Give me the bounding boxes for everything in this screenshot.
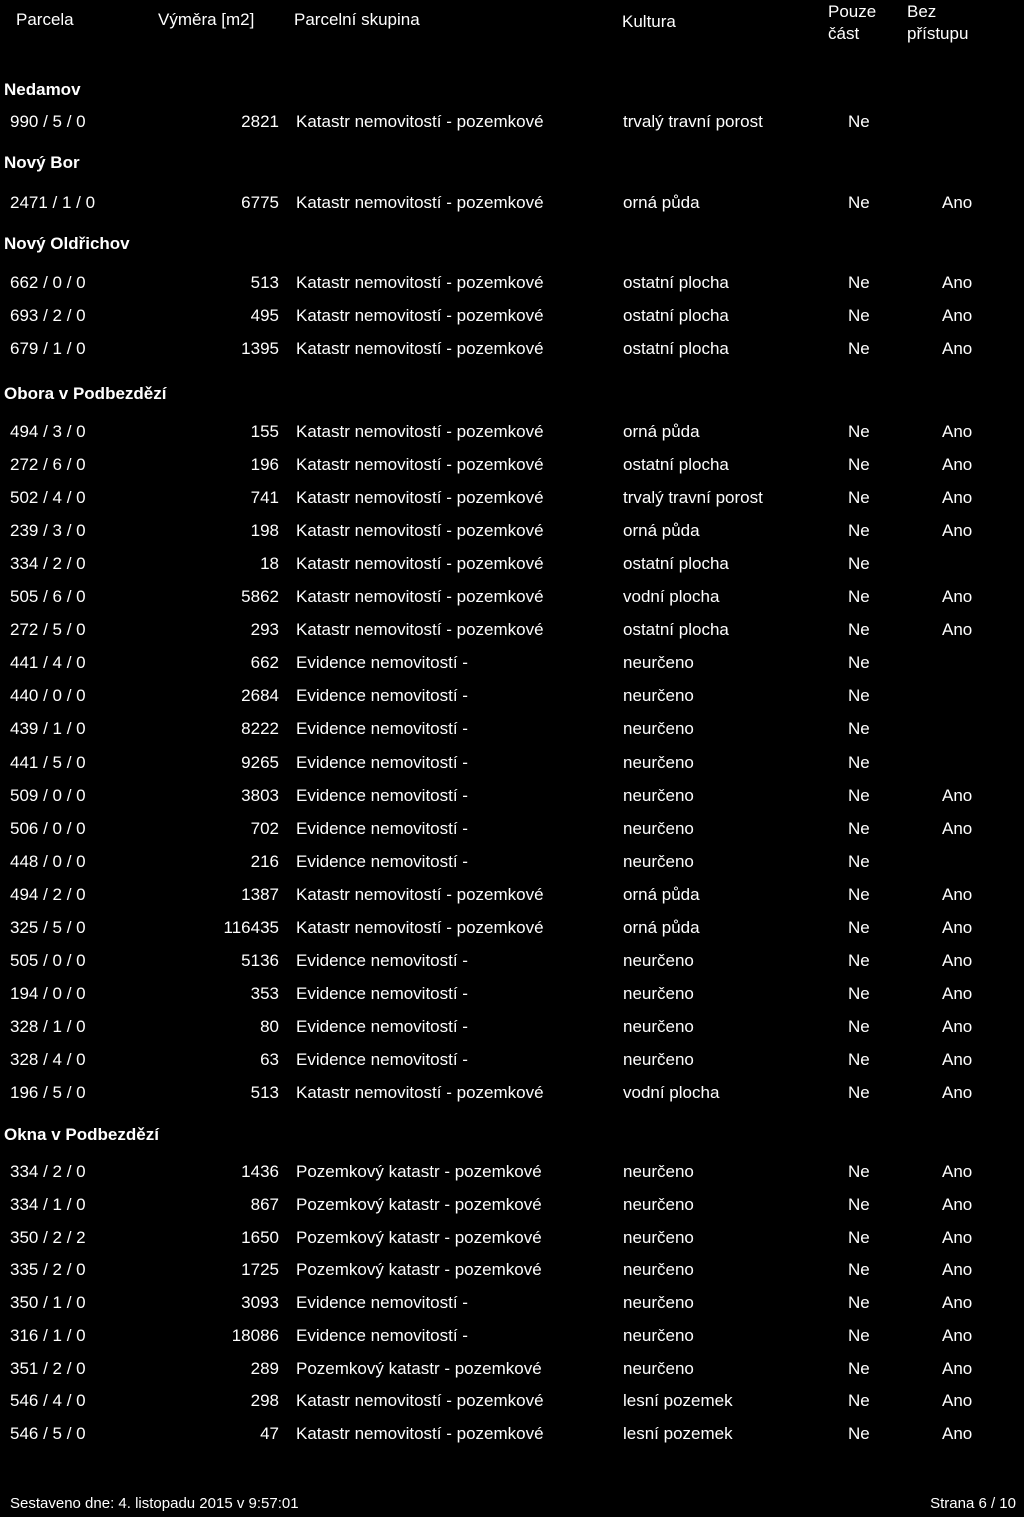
cell-kultura: orná půda — [623, 521, 700, 541]
cell-vymera: 5862 — [241, 587, 279, 607]
table-row — [0, 885, 1024, 915]
table-row — [0, 112, 1024, 142]
table-row — [0, 1359, 1024, 1389]
cell-kultura: neurčeno — [623, 1049, 694, 1069]
cell-bez-pristupu: Ano — [942, 1424, 973, 1443]
cell-skupina: Evidence nemovitostí - — [296, 1293, 468, 1312]
cell-bez-pristupu: Ano — [942, 306, 973, 326]
cell-pouze-cast: Ne — [848, 620, 870, 640]
table-row — [0, 620, 1024, 650]
cell-parcela: 662 / 0 / 0 — [10, 273, 86, 292]
cell-parcela: 509 / 0 / 0 — [10, 785, 86, 805]
cell-vymera: 513 — [250, 273, 279, 292]
cell-vymera: 702 — [250, 818, 279, 838]
cell-pouze-cast: Ne — [848, 587, 870, 607]
cell-vymera: 198 — [250, 521, 279, 541]
cell-vymera: 1395 — [241, 339, 279, 359]
cell-pouze-cast: Ne — [848, 339, 870, 359]
cell-bez-pristupu: Ano — [942, 1325, 973, 1345]
cell-skupina: Katastr nemovitostí - pozemkové — [296, 521, 544, 541]
cell-vymera: 1436 — [241, 1162, 279, 1181]
cell-pouze-cast: Ne — [848, 1049, 870, 1069]
cell-parcela: 505 / 6 / 0 — [10, 587, 86, 607]
cell-pouze-cast: Ne — [848, 1227, 870, 1247]
cell-pouze-cast: Ne — [848, 1358, 870, 1378]
cell-kultura: ostatní plocha — [623, 339, 729, 359]
cell-parcela: 546 / 5 / 0 — [10, 1424, 86, 1443]
cell-kultura: neurčeno — [623, 785, 694, 805]
cell-skupina: Evidence nemovitostí - — [296, 719, 468, 739]
cell-pouze-cast: Ne — [848, 1325, 870, 1345]
cell-vymera: 3803 — [241, 785, 279, 805]
cell-pouze-cast: Ne — [848, 719, 870, 739]
cell-pouze-cast: Ne — [848, 554, 870, 574]
cell-kultura: neurčeno — [623, 1293, 694, 1312]
cell-parcela: 990 / 5 / 0 — [10, 112, 86, 131]
cell-bez-pristupu: Ano — [942, 983, 973, 1003]
cell-vymera: 18086 — [231, 1325, 279, 1345]
cell-skupina: Katastr nemovitostí - pozemkové — [296, 273, 544, 292]
cell-pouze-cast: Ne — [848, 653, 870, 673]
cell-skupina: Katastr nemovitostí - pozemkové — [296, 884, 544, 904]
cell-bez-pristupu: Ano — [942, 521, 973, 541]
cell-vymera: 47 — [260, 1424, 279, 1443]
table-row — [0, 554, 1024, 584]
cell-kultura: orná půda — [623, 884, 700, 904]
cell-bez-pristupu: Ano — [942, 1227, 973, 1247]
cell-pouze-cast: Ne — [848, 273, 870, 292]
cell-parcela: 679 / 1 / 0 — [10, 339, 86, 359]
cell-pouze-cast: Ne — [848, 1260, 870, 1280]
table-row — [0, 587, 1024, 617]
column-header-kultura: Kultura — [622, 12, 676, 31]
cell-vymera: 289 — [250, 1358, 279, 1378]
cell-kultura: orná půda — [623, 193, 700, 212]
table-row — [0, 1326, 1024, 1356]
column-header-vymera: Výměra [m2] — [158, 10, 255, 29]
cell-bez-pristupu: Ano — [942, 1194, 973, 1214]
cell-kultura: neurčeno — [623, 653, 694, 673]
cell-bez-pristupu: Ano — [942, 1049, 973, 1069]
table-row — [0, 339, 1024, 369]
cell-skupina: Katastr nemovitostí - pozemkové — [296, 422, 544, 441]
cell-kultura: vodní plocha — [623, 1083, 720, 1102]
cell-kultura: ostatní plocha — [623, 620, 729, 640]
table-row — [0, 1260, 1024, 1290]
table-row — [0, 521, 1024, 551]
table-row — [0, 1424, 1024, 1454]
table-row — [0, 1228, 1024, 1258]
cell-parcela: 439 / 1 / 0 — [10, 719, 86, 739]
cell-skupina: Katastr nemovitostí - pozemkové — [296, 488, 544, 508]
cell-vymera: 6775 — [241, 193, 279, 212]
cell-vymera: 353 — [250, 983, 279, 1003]
cell-skupina: Evidence nemovitostí - — [296, 752, 468, 772]
group-heading: Obora v Podbezdězí — [4, 384, 167, 403]
cell-skupina: Katastr nemovitostí - pozemkové — [296, 554, 544, 574]
table-row — [0, 1293, 1024, 1323]
cell-kultura: neurčeno — [623, 818, 694, 838]
cell-skupina: Katastr nemovitostí - pozemkové — [296, 339, 544, 359]
table-row — [0, 1050, 1024, 1080]
cell-bez-pristupu: Ano — [942, 1293, 973, 1312]
cell-pouze-cast: Ne — [848, 917, 870, 937]
cell-vymera: 867 — [250, 1194, 279, 1214]
cell-kultura: neurčeno — [623, 1227, 694, 1247]
cell-parcela: 351 / 2 / 0 — [10, 1358, 86, 1378]
table-row — [0, 918, 1024, 948]
cell-bez-pristupu: Ano — [942, 785, 973, 805]
cell-pouze-cast: Ne — [848, 884, 870, 904]
cell-bez-pristupu: Ano — [942, 1016, 973, 1036]
cell-skupina: Pozemkový katastr - pozemkové — [296, 1194, 542, 1214]
cell-kultura: ostatní plocha — [623, 306, 729, 326]
cell-vymera: 298 — [250, 1391, 279, 1411]
cell-vymera: 18 — [260, 554, 279, 574]
cell-skupina: Katastr nemovitostí - pozemkové — [296, 1424, 544, 1443]
table-row — [0, 819, 1024, 849]
table-row — [0, 719, 1024, 749]
cell-bez-pristupu: Ano — [942, 884, 973, 904]
cell-parcela: 494 / 3 / 0 — [10, 422, 86, 441]
cell-kultura: trvalý travní porost — [623, 112, 763, 131]
table-row — [0, 193, 1024, 223]
cell-bez-pristupu: Ano — [942, 488, 973, 508]
cell-vymera: 63 — [260, 1049, 279, 1069]
table-row — [0, 1162, 1024, 1192]
cell-bez-pristupu: Ano — [942, 950, 973, 970]
cell-bez-pristupu: Ano — [942, 917, 973, 937]
cell-pouze-cast: Ne — [848, 851, 870, 871]
cell-parcela: 334 / 2 / 0 — [10, 1162, 86, 1181]
cell-kultura: ostatní plocha — [623, 273, 729, 292]
cell-vymera: 2684 — [241, 686, 279, 706]
cell-pouze-cast: Ne — [848, 193, 870, 212]
cell-parcela: 448 / 0 / 0 — [10, 851, 86, 871]
table-row — [0, 686, 1024, 716]
table-row — [0, 306, 1024, 336]
cell-parcela: 239 / 3 / 0 — [10, 521, 86, 541]
cell-parcela: 546 / 4 / 0 — [10, 1391, 86, 1411]
cell-kultura: neurčeno — [623, 1016, 694, 1036]
cell-skupina: Evidence nemovitostí - — [296, 785, 468, 805]
cell-vymera: 662 — [250, 653, 279, 673]
cell-vymera: 8222 — [241, 719, 279, 739]
cell-vymera: 9265 — [241, 752, 279, 772]
cell-parcela: 441 / 4 / 0 — [10, 653, 86, 673]
table-row — [0, 1017, 1024, 1047]
cell-skupina: Pozemkový katastr - pozemkové — [296, 1358, 542, 1378]
cell-kultura: neurčeno — [623, 983, 694, 1003]
cell-skupina: Katastr nemovitostí - pozemkové — [296, 1083, 544, 1102]
cell-skupina: Evidence nemovitostí - — [296, 950, 468, 970]
table-row — [0, 984, 1024, 1014]
cell-pouze-cast: Ne — [848, 422, 870, 441]
group-heading: Okna v Podbezdězí — [4, 1125, 159, 1144]
cell-pouze-cast: Ne — [848, 1016, 870, 1036]
table-row — [0, 852, 1024, 882]
cell-vymera: 1650 — [241, 1227, 279, 1247]
cell-skupina: Evidence nemovitostí - — [296, 983, 468, 1003]
cell-parcela: 334 / 1 / 0 — [10, 1194, 86, 1214]
cell-bez-pristupu: Ano — [942, 620, 973, 640]
cell-bez-pristupu: Ano — [942, 455, 973, 475]
cell-parcela: 502 / 4 / 0 — [10, 488, 86, 508]
cell-vymera: 196 — [250, 455, 279, 475]
cell-vymera: 741 — [250, 488, 279, 508]
cell-skupina: Pozemkový katastr - pozemkové — [296, 1162, 542, 1181]
cell-parcela: 316 / 1 / 0 — [10, 1325, 86, 1345]
cell-bez-pristupu: Ano — [942, 193, 973, 212]
cell-parcela: 2471 / 1 / 0 — [10, 193, 96, 212]
cell-vymera: 3093 — [241, 1293, 279, 1312]
cell-skupina: Katastr nemovitostí - pozemkové — [296, 1391, 544, 1411]
cell-pouze-cast: Ne — [848, 785, 870, 805]
cell-kultura: neurčeno — [623, 719, 694, 739]
cell-pouze-cast: Ne — [848, 306, 870, 326]
cell-skupina: Evidence nemovitostí - — [296, 1325, 468, 1345]
column-header-bez-line2: přístupu — [907, 24, 969, 43]
cell-kultura: neurčeno — [623, 1358, 694, 1378]
cell-vymera: 513 — [250, 1083, 279, 1102]
cell-parcela: 272 / 6 / 0 — [10, 455, 86, 475]
cell-pouze-cast: Ne — [848, 950, 870, 970]
cell-vymera: 2821 — [241, 112, 279, 131]
cell-bez-pristupu: Ano — [942, 339, 973, 359]
group-heading: Nedamov — [4, 80, 81, 99]
cell-skupina: Katastr nemovitostí - pozemkové — [296, 306, 544, 326]
cell-vymera: 495 — [250, 306, 279, 326]
cell-vymera: 5136 — [241, 950, 279, 970]
cell-skupina: Katastr nemovitostí - pozemkové — [296, 620, 544, 640]
page-number: Strana 6 / 10 — [930, 1495, 1016, 1512]
compiled-date: Sestaveno dne: 4. listopadu 2015 v 9:57:01 — [10, 1495, 299, 1512]
cell-parcela: 328 / 1 / 0 — [10, 1016, 86, 1036]
cell-skupina: Evidence nemovitostí - — [296, 818, 468, 838]
cell-bez-pristupu: Ano — [942, 587, 973, 607]
cell-pouze-cast: Ne — [848, 521, 870, 541]
cell-skupina: Pozemkový katastr - pozemkové — [296, 1227, 542, 1247]
table-row — [0, 1391, 1024, 1421]
cell-kultura: neurčeno — [623, 752, 694, 772]
cell-kultura: trvalý travní porost — [623, 488, 763, 508]
cell-skupina: Evidence nemovitostí - — [296, 1049, 468, 1069]
cell-parcela: 194 / 0 / 0 — [10, 983, 86, 1003]
cell-vymera: 80 — [260, 1016, 279, 1036]
cell-kultura: neurčeno — [623, 1194, 694, 1214]
cell-skupina: Katastr nemovitostí - pozemkové — [296, 917, 544, 937]
cell-bez-pristupu: Ano — [942, 1358, 973, 1378]
cell-pouze-cast: Ne — [848, 1083, 870, 1102]
cell-kultura: neurčeno — [623, 851, 694, 871]
cell-kultura: lesní pozemek — [623, 1391, 733, 1411]
cell-bez-pristupu: Ano — [942, 1391, 973, 1411]
cell-skupina: Pozemkový katastr - pozemkové — [296, 1260, 542, 1280]
cell-parcela: 350 / 2 / 2 — [10, 1227, 86, 1247]
cell-parcela: 441 / 5 / 0 — [10, 752, 86, 772]
cell-parcela: 494 / 2 / 0 — [10, 884, 86, 904]
cell-skupina: Evidence nemovitostí - — [296, 686, 468, 706]
cell-parcela: 693 / 2 / 0 — [10, 306, 86, 326]
cell-pouze-cast: Ne — [848, 455, 870, 475]
cell-bez-pristupu: Ano — [942, 1162, 973, 1181]
cell-kultura: ostatní plocha — [623, 554, 729, 574]
cell-pouze-cast: Ne — [848, 686, 870, 706]
cell-pouze-cast: Ne — [848, 983, 870, 1003]
cell-kultura: neurčeno — [623, 1260, 694, 1280]
cell-kultura: ostatní plocha — [623, 455, 729, 475]
cell-vymera: 155 — [250, 422, 279, 441]
cell-bez-pristupu: Ano — [942, 818, 973, 838]
column-header-skupina: Parcelní skupina — [294, 10, 420, 29]
cell-parcela: 505 / 0 / 0 — [10, 950, 86, 970]
table-header — [0, 0, 1024, 60]
cell-pouze-cast: Ne — [848, 112, 870, 131]
cell-skupina: Katastr nemovitostí - pozemkové — [296, 112, 544, 131]
cell-kultura: neurčeno — [623, 950, 694, 970]
table-row — [0, 951, 1024, 981]
cell-vymera: 116435 — [223, 917, 279, 937]
cell-pouze-cast: Ne — [848, 1424, 870, 1443]
column-header-parcela: Parcela — [16, 10, 74, 29]
cell-pouze-cast: Ne — [848, 752, 870, 772]
cell-pouze-cast: Ne — [848, 1162, 870, 1181]
cell-parcela: 334 / 2 / 0 — [10, 554, 86, 574]
column-header-bez-line1: Bez — [907, 2, 937, 21]
cell-kultura: vodní plocha — [623, 587, 720, 607]
cell-skupina: Katastr nemovitostí - pozemkové — [296, 587, 544, 607]
table-row — [0, 753, 1024, 783]
cell-kultura: neurčeno — [623, 686, 694, 706]
cell-skupina: Evidence nemovitostí - — [296, 653, 468, 673]
cell-kultura: lesní pozemek — [623, 1424, 733, 1443]
cell-parcela: 328 / 4 / 0 — [10, 1049, 86, 1069]
cell-parcela: 335 / 2 / 0 — [10, 1260, 86, 1280]
cell-bez-pristupu: Ano — [942, 273, 973, 292]
cell-parcela: 272 / 5 / 0 — [10, 620, 86, 640]
cell-parcela: 506 / 0 / 0 — [10, 818, 86, 838]
cell-parcela: 440 / 0 / 0 — [10, 686, 86, 706]
cell-skupina: Evidence nemovitostí - — [296, 1016, 468, 1036]
cell-skupina: Katastr nemovitostí - pozemkové — [296, 193, 544, 212]
table-row — [0, 1195, 1024, 1225]
cell-parcela: 350 / 1 / 0 — [10, 1293, 86, 1312]
cell-parcela: 196 / 5 / 0 — [10, 1083, 86, 1102]
cell-pouze-cast: Ne — [848, 488, 870, 508]
table-row — [0, 1083, 1024, 1113]
cell-skupina: Evidence nemovitostí - — [296, 851, 468, 871]
cell-bez-pristupu: Ano — [942, 1083, 973, 1102]
cell-pouze-cast: Ne — [848, 1391, 870, 1411]
column-header-pouze-line2: část — [828, 24, 860, 43]
table-row — [0, 488, 1024, 518]
cell-bez-pristupu: Ano — [942, 1260, 973, 1280]
table-row — [0, 273, 1024, 303]
cell-bez-pristupu: Ano — [942, 422, 973, 441]
table-row — [0, 455, 1024, 485]
table-row — [0, 786, 1024, 816]
cell-skupina: Katastr nemovitostí - pozemkové — [296, 455, 544, 475]
cell-kultura: orná půda — [623, 917, 700, 937]
column-header-pouze-line1: Pouze — [828, 2, 877, 21]
cell-pouze-cast: Ne — [848, 1293, 870, 1312]
cell-kultura: neurčeno — [623, 1325, 694, 1345]
cell-vymera: 216 — [250, 851, 279, 871]
cell-vymera: 293 — [250, 620, 279, 640]
table-row — [0, 653, 1024, 683]
cell-pouze-cast: Ne — [848, 1194, 870, 1214]
cell-vymera: 1725 — [241, 1260, 279, 1280]
cell-pouze-cast: Ne — [848, 818, 870, 838]
table-row — [0, 422, 1024, 452]
cell-kultura: orná půda — [623, 422, 700, 441]
cell-parcela: 325 / 5 / 0 — [10, 917, 86, 937]
cell-vymera: 1387 — [241, 884, 279, 904]
group-heading: Nový Oldřichov — [4, 234, 130, 253]
cell-kultura: neurčeno — [623, 1162, 694, 1181]
group-heading: Nový Bor — [4, 153, 80, 172]
